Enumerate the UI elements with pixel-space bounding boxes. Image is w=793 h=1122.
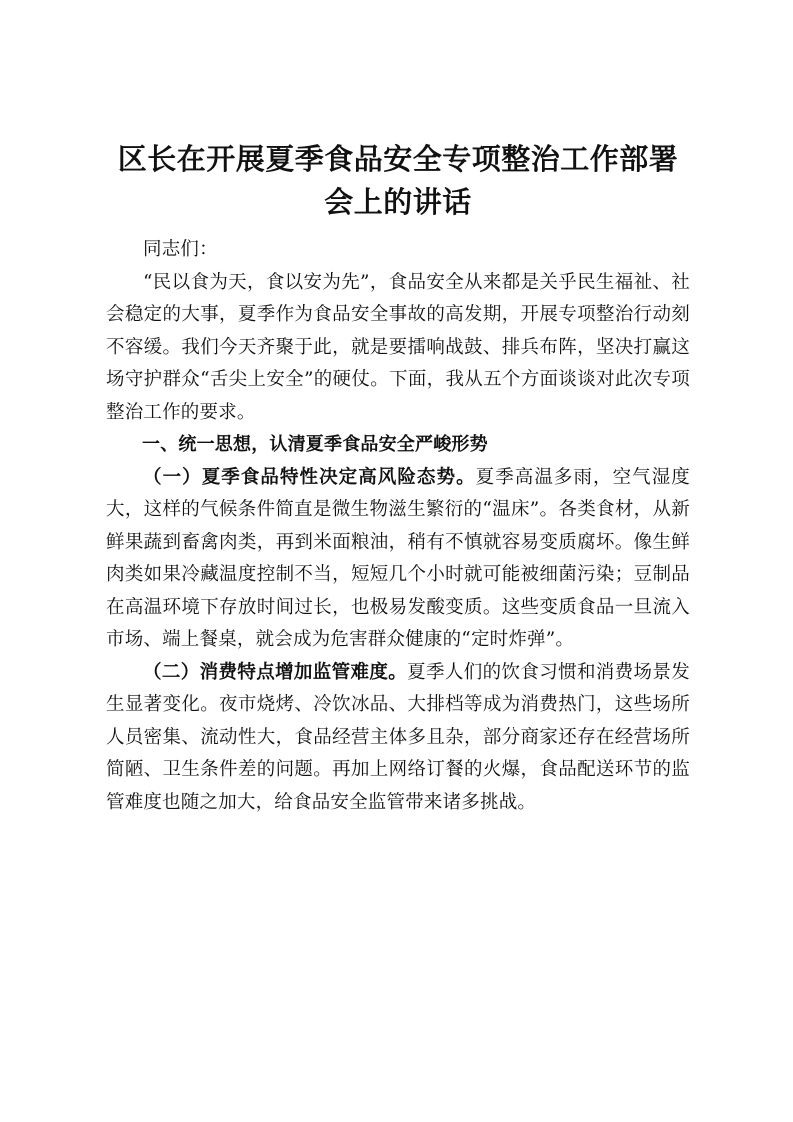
document-title: 区长在开展夏季食品安全专项整治工作部署会上的讲话	[117, 142, 679, 219]
intro-paragraph: “民以食为天，食以安为先”，食品安全从来都是关乎民生福祉、社会稳定的大事，夏季作为食品安全事故的高发期，开展专项整治行动刻不容缓。我们今天齐聚于此，就是要擂响战鼓、排兵布阵，坚决打赢这场守护群众“舌尖上安全”的硬仗。下面，我从五个方面谈谈对此次专项整治工作的要求。	[106, 271, 690, 423]
section-item-1	[106, 462, 690, 657]
section-item-1-text: 夏季高温多雨，空气湿度大，这样的气候条件简直是微生物滋生繁衍的“温床”。各类食材，从新鲜果蔬到畜禽肉类，再到米面粮油，稍有不慎就容易变质腐坏。像生鲜肉类如果冷藏温度控制不当，短短几个小时就可能被细菌污染；豆制品在高温环境下存放时间过长，也极易发酸变质。这些变质食品一旦流入市场、端上餐桌，就会成为危害群众健康的“定时炸弹”。	[106, 466, 691, 650]
section-item-2-text: 夏季人们的饮食习惯和消费场景发生显著变化。夜市烧烤、冷饮冰品、大排档等成为消费热门，这些场所人员密集、流动性大，食品经营主体多且杂，部分商家还存在经营场所简陋、卫生条件差的问题。再加上网络订餐的火爆，食品配送环节的监管难度也随之加大，给食品安全监管带来诸多挑战。	[106, 661, 690, 813]
section-item-1-lead: （一）夏季食品特性决定高风险态势。	[143, 466, 476, 488]
document-content	[106, 138, 690, 819]
section-heading: 一、统一思想，认清夏季食品安全严峻形势	[142, 434, 488, 455]
document-body	[106, 234, 690, 819]
salutation: 同志们：	[143, 239, 218, 260]
section-item-2	[106, 657, 690, 820]
section-item-2-lead: （二）消费特点增加监管难度。	[143, 661, 408, 683]
